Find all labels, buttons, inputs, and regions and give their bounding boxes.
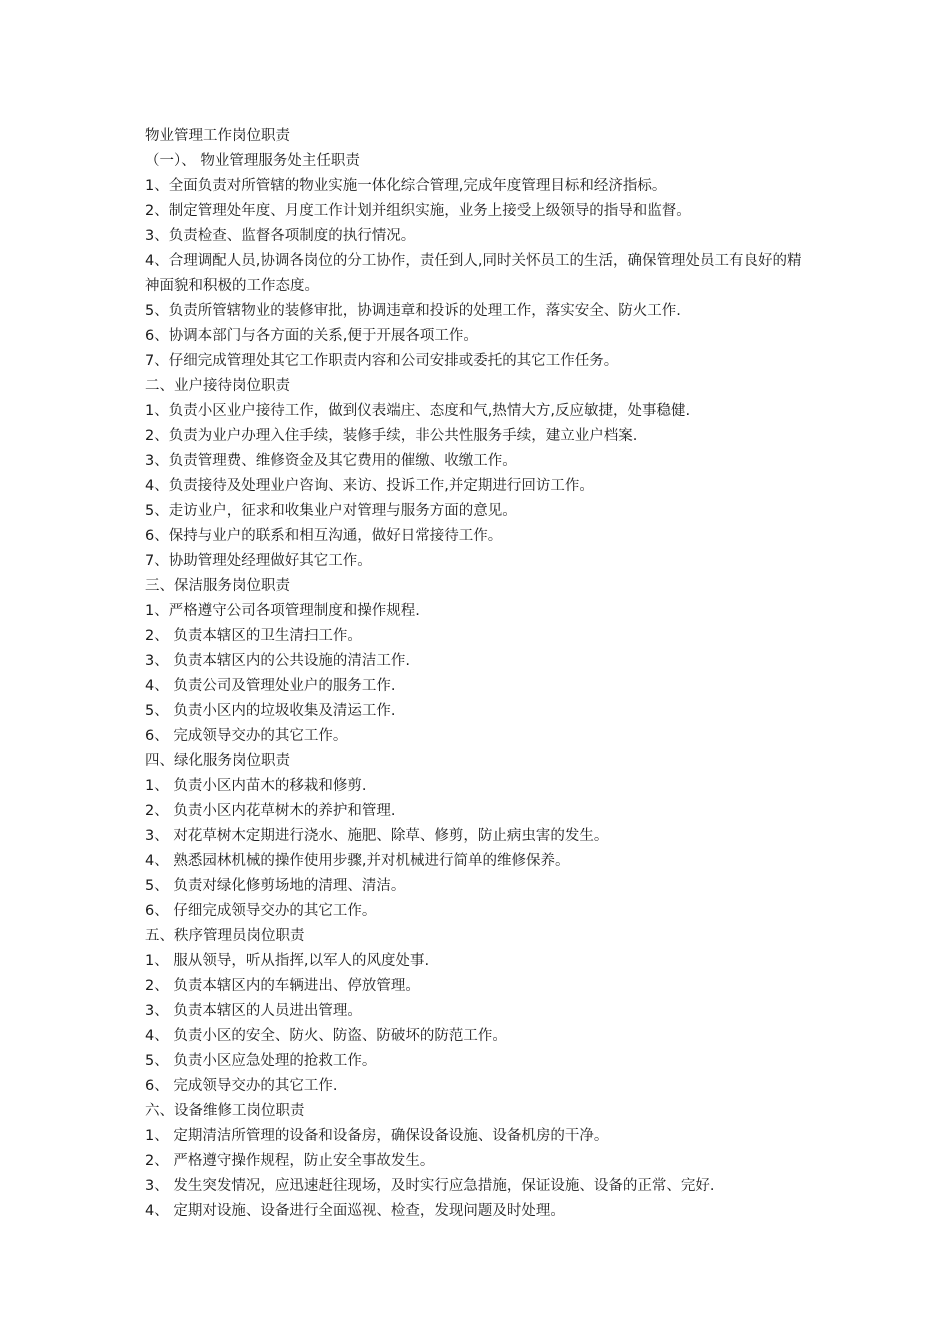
list-item: 6、 完成领导交办的其它工作. <box>145 1078 338 1094</box>
list-item: 6、协调本部门与各方面的关系,便于开展各项工作。 <box>145 328 478 344</box>
list-item: 4、 熟悉园林机械的操作使用步骤,并对机械进行简单的维修保养。 <box>145 853 570 869</box>
list-item: 1、严格遵守公司各项管理制度和操作规程. <box>145 603 420 619</box>
list-item: 2、 负责本辖区的卫生清扫工作。 <box>145 628 362 644</box>
list-item: 2、制定管理处年度、月度工作计划并组织实施，业务上接受上级领导的指导和监督。 <box>145 203 691 219</box>
list-item: 7、协助管理处经理做好其它工作。 <box>145 553 372 569</box>
section-heading-2: 二、业户接待岗位职责 <box>145 378 290 394</box>
list-item: 4、 负责小区的安全、防火、防盗、防破坏的防范工作。 <box>145 1028 507 1044</box>
list-item: 1、 定期清洁所管理的设备和设备房，确保设备设施、设备机房的干净。 <box>145 1128 609 1144</box>
document-body <box>145 124 815 1224</box>
list-item: 5、负责所管辖物业的装修审批，协调违章和投诉的处理工作，落实安全、防火工作. <box>145 303 681 319</box>
list-item: 3、 负责本辖区的人员进出管理。 <box>145 1003 362 1019</box>
list-item: 1、 负责小区内苗木的移栽和修剪. <box>145 778 367 794</box>
list-item: 4、 定期对设施、设备进行全面巡视、检查，发现问题及时处理。 <box>145 1203 565 1219</box>
list-item: 7、仔细完成管理处其它工作职责内容和公司安排或委托的其它工作任务。 <box>145 353 619 369</box>
list-item: 2、 严格遵守操作规程，防止安全事故发生。 <box>145 1153 435 1169</box>
list-item: 1、全面负责对所管辖的物业实施一体化综合管理,完成年度管理目标和经济指标。 <box>145 178 667 194</box>
list-item: 2、 负责本辖区内的车辆进出、停放管理。 <box>145 978 420 994</box>
list-item: 4、合理调配人员,协调各岗位的分工协作，责任到人,同时关怀员工的生活，确保管理处员工有良好的精神面貌和积极的工作态度。 <box>145 253 802 294</box>
list-item: 3、 对花草树木定期进行浇水、施肥、除草、修剪，防止病虫害的发生。 <box>145 828 609 844</box>
list-item: 5、 负责小区内的垃圾收集及清运工作. <box>145 703 396 719</box>
section-heading-6: 六、设备维修工岗位职责 <box>145 1103 305 1119</box>
list-item: 6、 仔细完成领导交办的其它工作。 <box>145 903 377 919</box>
section-heading-3: 三、保洁服务岗位职责 <box>145 578 290 594</box>
section-heading-4: 四、绿化服务岗位职责 <box>145 753 290 769</box>
list-item: 4、负责接待及处理业户咨询、来访、投诉工作,并定期进行回访工作。 <box>145 478 594 494</box>
section-heading-1: （一）、 物业管理服务处主任职责 <box>145 153 360 169</box>
list-item: 3、 发生突发情况，应迅速赶往现场，及时实行应急措施，保证设施、设备的正常、完好. <box>145 1178 715 1194</box>
list-item: 3、 负责本辖区内的公共设施的清洁工作. <box>145 653 410 669</box>
list-item: 4、 负责公司及管理处业户的服务工作. <box>145 678 396 694</box>
list-item: 3、负责管理费、维修资金及其它费用的催缴、收缴工作。 <box>145 453 517 469</box>
list-item: 6、 完成领导交办的其它工作。 <box>145 728 348 744</box>
list-item: 1、负责小区业户接待工作，做到仪表端庄、态度和气,热情大方,反应敏捷，处事稳健. <box>145 403 691 419</box>
list-item: 6、保持与业户的联系和相互沟通，做好日常接待工作。 <box>145 528 503 544</box>
list-item: 5、 负责小区应急处理的抢救工作。 <box>145 1053 377 1069</box>
list-item: 1、 服从领导，听从指挥,以军人的风度处事. <box>145 953 430 969</box>
list-item: 5、走访业户，征求和收集业户对管理与服务方面的意见。 <box>145 503 517 519</box>
document-title: 物业管理工作岗位职责 <box>145 128 290 144</box>
list-item: 3、负责检查、监督各项制度的执行情况。 <box>145 228 416 244</box>
list-item: 5、 负责对绿化修剪场地的清理、清洁。 <box>145 878 406 894</box>
section-heading-5: 五、秩序管理员岗位职责 <box>145 928 305 944</box>
list-item: 2、 负责小区内花草树木的养护和管理. <box>145 803 396 819</box>
list-item: 2、负责为业户办理入住手续，装修手续，非公共性服务手续，建立业户档案. <box>145 428 638 444</box>
